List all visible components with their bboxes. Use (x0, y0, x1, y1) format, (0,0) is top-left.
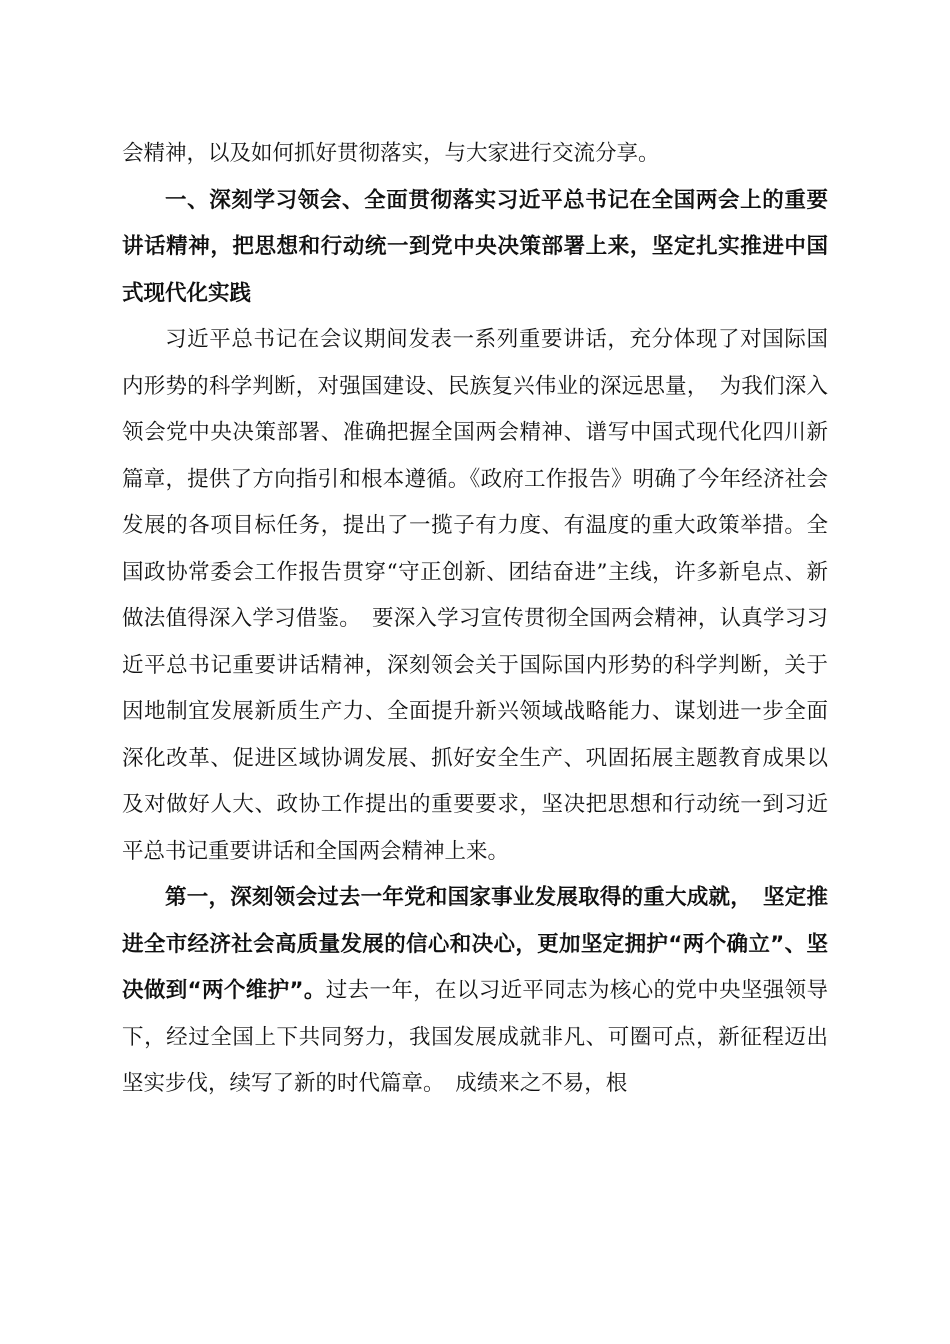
document-body (122, 131, 828, 1108)
paragraph-2-lead: 第一，深刻领会过去一年党和国家事业发展取得的重大成就， 坚定推进全市经济社会高质量发展的信心和决心，更加坚定拥护“两个确立”、坚决做到“两个维护”。 (122, 885, 828, 1003)
body-paragraph-2 (122, 875, 828, 1108)
opening-fragment: 会精神，以及如何抓好贯彻落实，与大家进行交流分享。 (122, 141, 660, 166)
section-heading: 一、深刻学习领会、全面贯彻落实习近平总书记在全国两会上的重要讲话精神，把思想和行动统一到党中央决策部署上来，坚定扎实推进中国式现代化实践 (122, 187, 828, 306)
paragraph-2-text: 过去一年，在以习近平同志为核心的党中央坚强领导下，经过全国上下共同努力，我国发展成就非凡、可圈可点，新征程迈出坚实步伐，续写了新的时代篇章。 成绩来之不易，根 (122, 978, 828, 1096)
body-paragraph-1: 习近平总书记在会议期间发表一系列重要讲话，充分体现了对国际国内形势的科学判断，对强国建设、民族复兴伟业的深远思量， 为我们深入领会党中央决策部署、准确把握全国两会精神、谱写中国式现代化四川新篇章，提供了方向指引和根本遵循。《政府工作报告》明确了今年经济社会发展的各项目标任务，提出了一揽子有力度、有温度的重大政策举措。全国政协常委会工作报告贯穿“守正创新、团结奋进”主线，许多新皂点、新做法值得深入学习借鉴。 要深入学习宣传贯彻全国两会精神，认真学习习近平总书记重要讲话精神，深刻领会关于国际国内形势的科学判断，关于因地制宜发展新质生产力、全面提升新兴领域战略能力、谋划进一步全面深化改革、促进区域协调发展、抓好安全生产、巩固拓展主题教育成果以及对做好人大、政协工作提出的重要要求，坚决把思想和行动统一到习近平总书记重要讲话和全国两会精神上来。 (122, 327, 828, 864)
